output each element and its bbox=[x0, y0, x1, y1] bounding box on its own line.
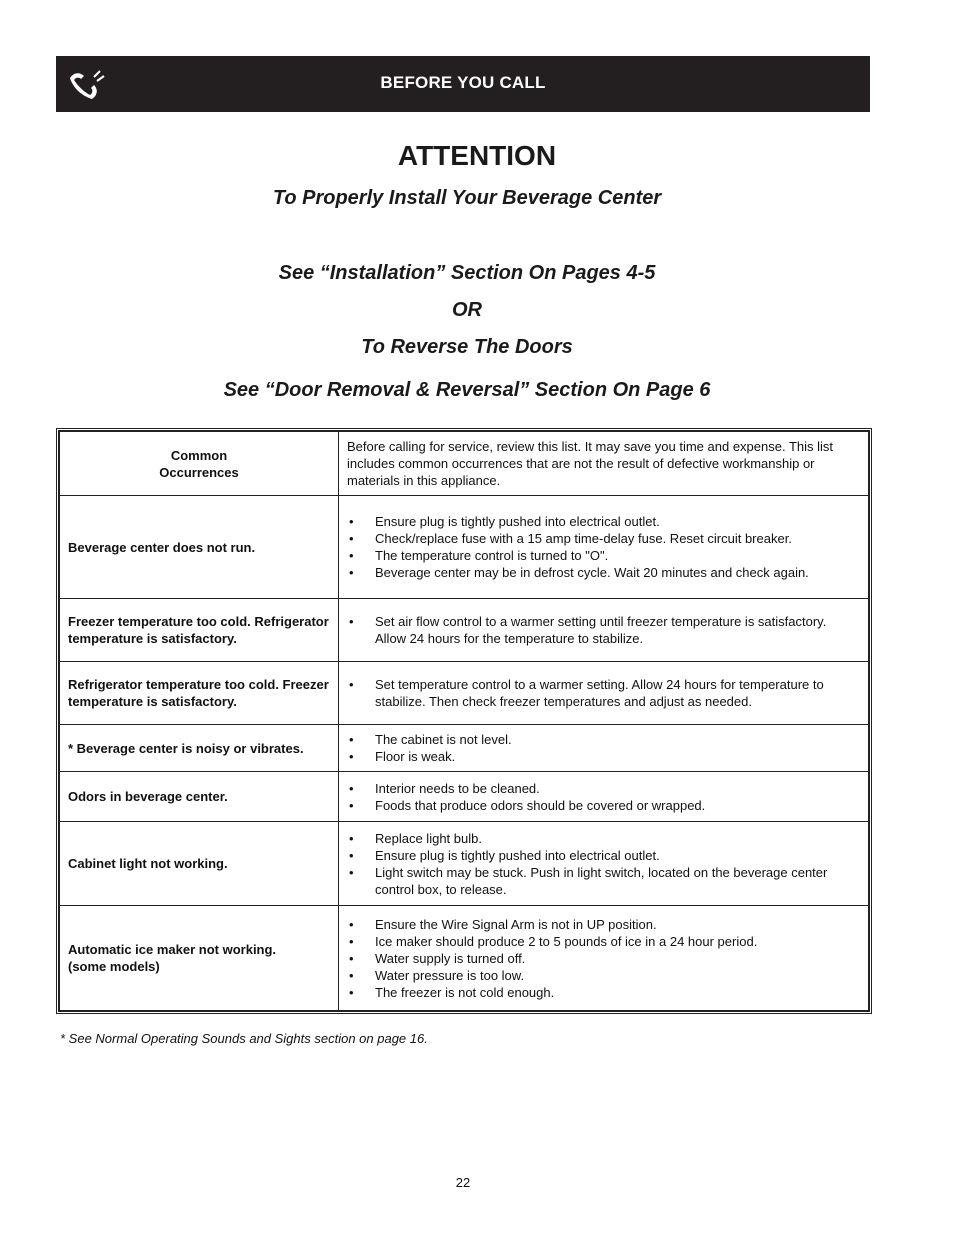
list-item: • The cabinet is not level. bbox=[347, 731, 860, 748]
footnote: * See Normal Operating Sounds and Sights section on page 16. bbox=[60, 1031, 428, 1046]
list-item: • Ice maker should produce 2 to 5 pounds of ice in a 24 hour period. bbox=[347, 933, 860, 950]
problem-cell: * Beverage center is noisy or vibrates. bbox=[60, 725, 339, 772]
table-row bbox=[60, 599, 869, 662]
solution-cell bbox=[339, 496, 869, 599]
section-header bbox=[56, 56, 870, 112]
header-title: BEFORE YOU CALL bbox=[380, 73, 546, 92]
table-row bbox=[60, 725, 869, 772]
table-row bbox=[60, 906, 869, 1011]
solution-cell bbox=[339, 662, 869, 725]
list-item: • Ensure plug is tightly pushed into electrical outlet. bbox=[347, 513, 860, 530]
page-number: 22 bbox=[455, 1175, 471, 1190]
table-row bbox=[60, 662, 869, 725]
solution-cell bbox=[339, 599, 869, 662]
list-item: • Set temperature control to a warmer setting. Allow 24 hours for temperature to stabilize. Then check freezer temperatures and adjust as needed. bbox=[347, 676, 860, 710]
list-item: • Interior needs to be cleaned. bbox=[347, 780, 860, 797]
table-row bbox=[60, 496, 869, 599]
attention-line-3: OR bbox=[452, 299, 482, 321]
solution-cell bbox=[339, 822, 869, 906]
problem-cell: Odors in beverage center. bbox=[60, 772, 339, 822]
list-item: • The freezer is not cold enough. bbox=[347, 984, 860, 1001]
attention-title: ATTENTION bbox=[397, 140, 557, 171]
list-item: • The temperature control is turned to "O". bbox=[347, 547, 860, 564]
attention-line-1: To Properly Install Your Beverage Center bbox=[272, 187, 662, 209]
list-item: • Beverage center may be in defrost cycle. Wait 20 minutes and check again. bbox=[347, 564, 860, 581]
list-item: • Water supply is turned off. bbox=[347, 950, 860, 967]
problem-cell: Refrigerator temperature too cold. Freezer temperature is satisfactory. bbox=[60, 662, 339, 725]
solution-cell bbox=[339, 772, 869, 822]
problem-text: Automatic ice maker not working. (some models) bbox=[68, 942, 277, 974]
table-row bbox=[60, 772, 869, 822]
attention-line-4: To Reverse The Doors bbox=[361, 336, 573, 358]
table-row bbox=[60, 822, 869, 906]
list-item: • Ensure plug is tightly pushed into electrical outlet. bbox=[347, 847, 860, 864]
attention-line-2: See “Installation” Section On Pages 4-5 bbox=[278, 262, 656, 284]
table-header-left bbox=[60, 432, 339, 496]
list-item: • Set air flow control to a warmer setting until freezer temperature is satisfactory. Allow 24 hours for the temperature to stabilize. bbox=[347, 613, 860, 647]
list-item: • Light switch may be stuck. Push in light switch, located on the beverage center control box, to release. bbox=[347, 864, 860, 898]
troubleshooting-table bbox=[56, 428, 872, 1014]
list-item: • Check/replace fuse with a 15 amp time-delay fuse. Reset circuit breaker. bbox=[347, 530, 860, 547]
problem-cell: Beverage center does not run. bbox=[60, 496, 339, 599]
attention-line-5: See “Door Removal & Reversal” Section On Page 6 bbox=[223, 379, 711, 401]
problem-cell bbox=[60, 906, 339, 1011]
solution-cell bbox=[339, 725, 869, 772]
problem-cell: Freezer temperature too cold. Refrigerator temperature is satisfactory. bbox=[60, 599, 339, 662]
list-item: • Floor is weak. bbox=[347, 748, 860, 765]
list-item: • Replace light bulb. bbox=[347, 830, 860, 847]
list-item: • Water pressure is too low. bbox=[347, 967, 860, 984]
problem-cell: Cabinet light not working. bbox=[60, 822, 339, 906]
header-left-text: Common Occurrences bbox=[159, 447, 239, 480]
solution-cell bbox=[339, 906, 869, 1011]
list-item: • Foods that produce odors should be covered or wrapped. bbox=[347, 797, 860, 814]
table-header-row bbox=[60, 432, 869, 496]
table-header-right: Before calling for service, review this list. It may save you time and expense. This list includes common occurrences that are not the result of defective workmanship or materials in this appliance. bbox=[339, 432, 869, 496]
list-item: • Ensure the Wire Signal Arm is not in UP position. bbox=[347, 916, 860, 933]
